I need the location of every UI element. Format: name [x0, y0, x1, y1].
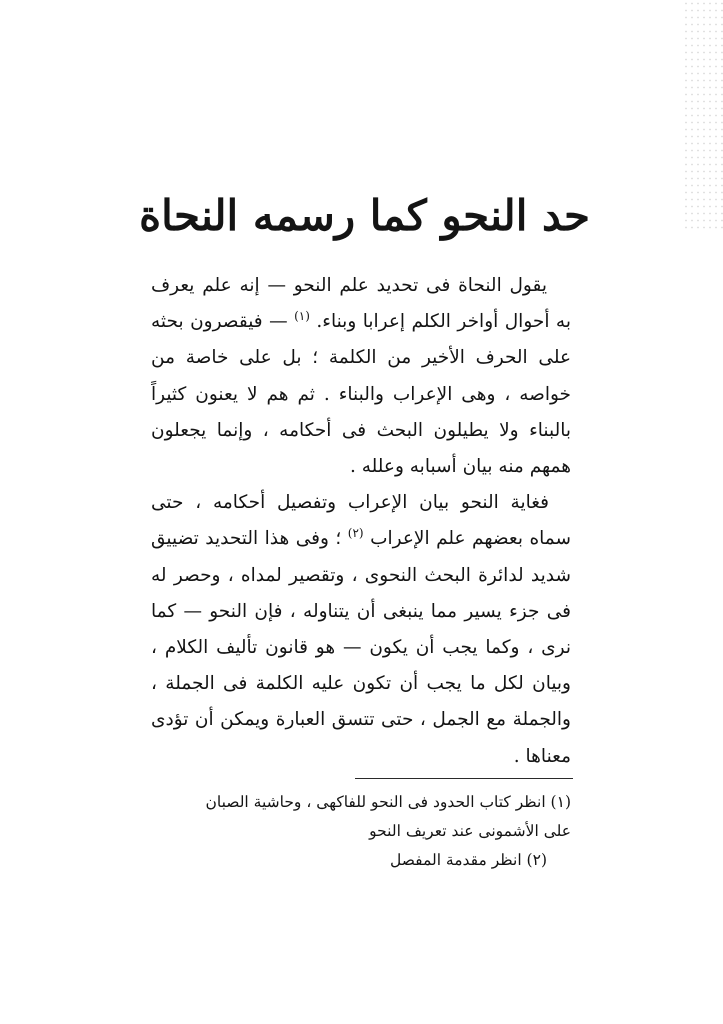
- paragraph-2-text-a: فغاية النحو بيان الإعراب وتفصيل أحكامه ، حتى سماه بعضهم علم الإعراب: [151, 492, 571, 550]
- footnote-1: (١) انظر كتاب الحدود فى النحو للفاكهى ، وحاشية الصبان: [205, 793, 571, 811]
- page-edge-speckle: [683, 0, 723, 230]
- footnotes: [151, 788, 571, 875]
- page-title: حد النحو كما رسمه النحاة: [139, 191, 590, 240]
- footnote-ref-1: (١): [294, 309, 310, 324]
- paragraph-1-text-a: يقول النحاة فى تحديد علم النحو — إنه علم يعرف به أحوال أواخر الكلم إعرابا وبناء.: [151, 275, 571, 333]
- footnote-2: (٢) انظر مقدمة المفصل: [389, 851, 547, 869]
- paragraph-1: [151, 268, 571, 485]
- footnote-ref-2: (٢): [347, 526, 364, 541]
- paragraph-1-text-b: — فيقصرون بحثه على الحرف الأخير من الكلمة ؛ بل على خاصة من خواصه ، وهى الإعراب والبناء . ثم هم لا يعنون كثيراً بالبناء ولا يطيلون البحث فى أحكامه ، وإنما يجعلون همهم منه بيان أسبابه وعلله .: [151, 311, 571, 478]
- paragraph-2-text-b: ؛ وفى هذا التحديد تضييق شديد لدائرة البحث النحوى ، وتقصير لمداه ، وحصر له فى جزء يسير مما ينبغى أن يتناوله ، فإن النحو — كما نرى ، وكما يجب أن يكون — هو قانون تأليف الكلام ، وبيان لكل ما يجب أن تكون عليه الكلمة فى الجملة ، والجملة مع الجمل ، حتى تتسق العبارة ويمكن أن تؤدى معناها .: [151, 528, 571, 767]
- footnote-divider: [355, 778, 573, 779]
- paragraph-2: [151, 485, 571, 775]
- footnote-1-continuation: على الأشمونى عند تعريف النحو: [369, 822, 571, 840]
- body-text: [151, 268, 571, 775]
